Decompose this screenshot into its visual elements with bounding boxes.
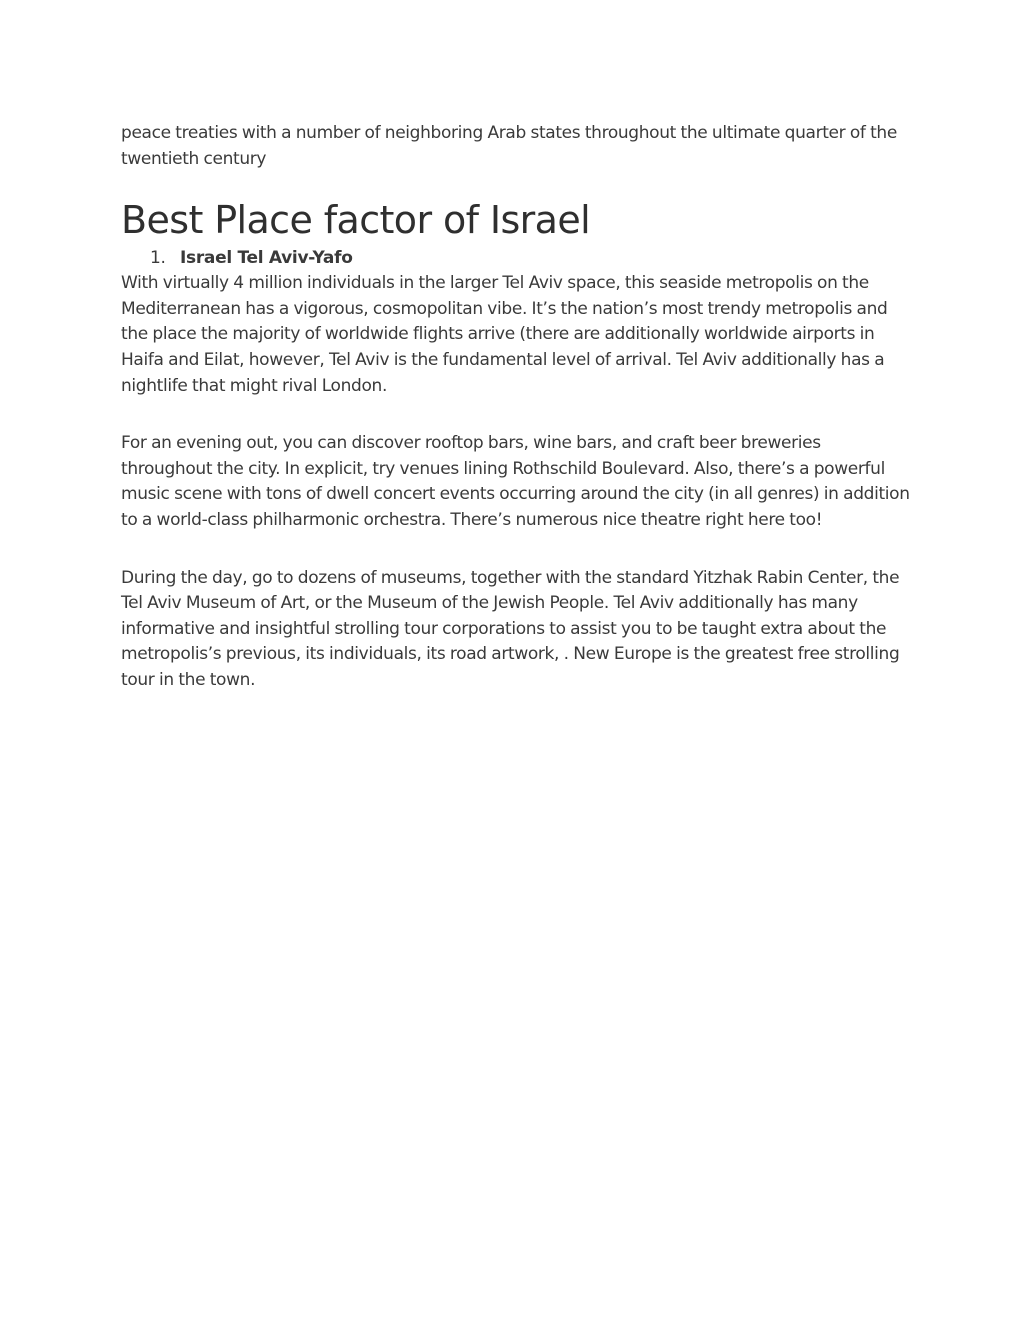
numbered-list	[121, 246, 911, 271]
body-paragraph: During the day, go to dozens of museums, together with the standard Yitzhak Rabin Center, the Tel Aviv Museum of Art, or the Museum of the Jewish People. Tel Aviv additionally has many informative and insightful strolling tour corporations to assist you to be taught extra about the metropolis’s previous, its individuals, its road artwork, . New Europe is the greatest free strolling tour in the town.	[121, 567, 900, 690]
list-item	[121, 246, 911, 271]
list-item-number: 1.	[150, 248, 166, 269]
document-page	[121, 121, 911, 694]
body-paragraph: For an evening out, you can discover rooftop bars, wine bars, and craft beer breweries throughout the city. In explicit, try venues lining Rothschild Boulevard. Also, there’s a powerful music scene with tons of dwell concert events occurring around the city (in all genres) in addition to a world-class philharmonic orchestra. There’s numerous nice theatre right here too!	[121, 433, 910, 530]
body-paragraph: With virtually 4 million individuals in the larger Tel Aviv space, this seaside metropolis on the Mediterranean has a vigorous, cosmopolitan vibe. It’s the nation’s most trendy metropolis and the place the majority of worldwide flights arrive (there are additionally worldwide airports in Haifa and Eilat, however, Tel Aviv is the fundamental level of arrival. Tel Aviv additionally has a nightlife that might rival London.	[121, 273, 888, 396]
intro-paragraph: peace treaties with a number of neighboring Arab states throughout the ultimate quarter of the twentieth century	[121, 123, 897, 169]
list-item-label: Israel Tel Aviv-Yafo	[180, 248, 353, 269]
section-heading: Best Place factor of Israel	[121, 198, 591, 243]
